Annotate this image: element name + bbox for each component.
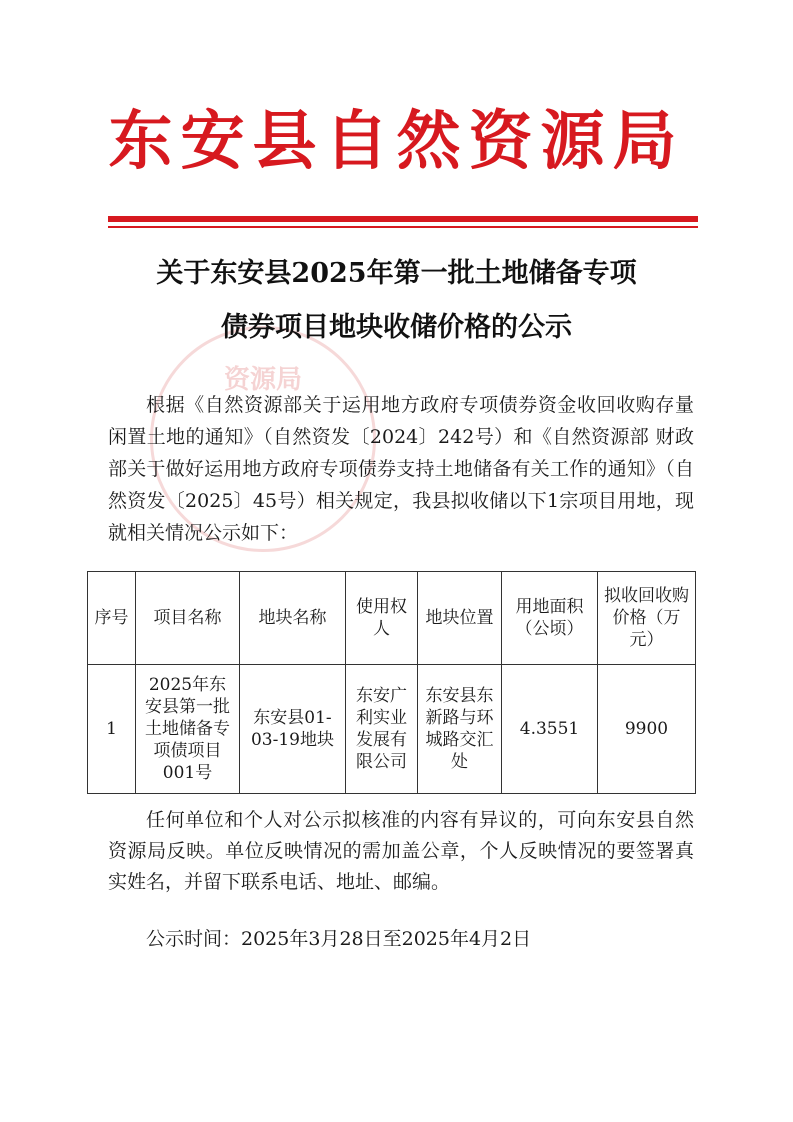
cell-project-name: 2025年东安县第一批土地储备专项债项目001号 xyxy=(136,665,240,794)
header-serial: 序号 xyxy=(88,572,136,665)
cell-parcel-location: 东安县东新路与环城路交汇处 xyxy=(418,665,502,794)
cell-purchase-price: 9900 xyxy=(598,665,696,794)
header-parcel-name: 地块名称 xyxy=(240,572,346,665)
objection-notice: 任何单位和个人对公示拟核准的内容有异议的，可向东安县自然资源局反映。单位反映情况的需加盖公章，个人反映情况的要签署真实姓名，并留下联系电话、地址、邮编。 xyxy=(108,809,694,893)
header-land-area: 用地面积（公顷） xyxy=(502,572,598,665)
cell-land-area: 4.3551 xyxy=(502,665,598,794)
header-right-holder: 使用权人 xyxy=(346,572,418,665)
cell-right-holder: 东安广利实业发展有限公司 xyxy=(346,665,418,794)
seal-text: 资源局 xyxy=(223,365,302,395)
intro-paragraph: 根据《自然资源部关于运用地方政府专项债券资金收回收购存量闲置土地的通知》（自然资发〔2024〕242号）和《自然资源部 财政部关于做好运用地方政府专项债券支持土地储备有关工作的通知》（自然资发〔2025〕45号）相关规定，我县拟收储以下1宗项目用地，现就相关情况公示如下： xyxy=(108,394,694,544)
document-header: 东安县自然资源局 xyxy=(108,104,685,179)
document-title-line1: 关于东安县2025年第一批土地储备专项 xyxy=(156,258,637,289)
notice-period: 公示时间：2025年3月28日至2025年4月2日 xyxy=(146,928,532,950)
header-parcel-location: 地块位置 xyxy=(418,572,502,665)
header-rule-thin xyxy=(108,226,698,228)
land-table xyxy=(87,571,696,794)
header-rule-thick xyxy=(108,216,698,222)
document-title-line2: 债券项目地块收储价格的公示 xyxy=(221,312,572,343)
table-header-row xyxy=(88,572,696,665)
cell-serial: 1 xyxy=(88,665,136,794)
table-row xyxy=(88,665,696,794)
header-project-name: 项目名称 xyxy=(136,572,240,665)
cell-parcel-name: 东安县01-03-19地块 xyxy=(240,665,346,794)
header-purchase-price: 拟收回收购价格（万元） xyxy=(598,572,696,665)
